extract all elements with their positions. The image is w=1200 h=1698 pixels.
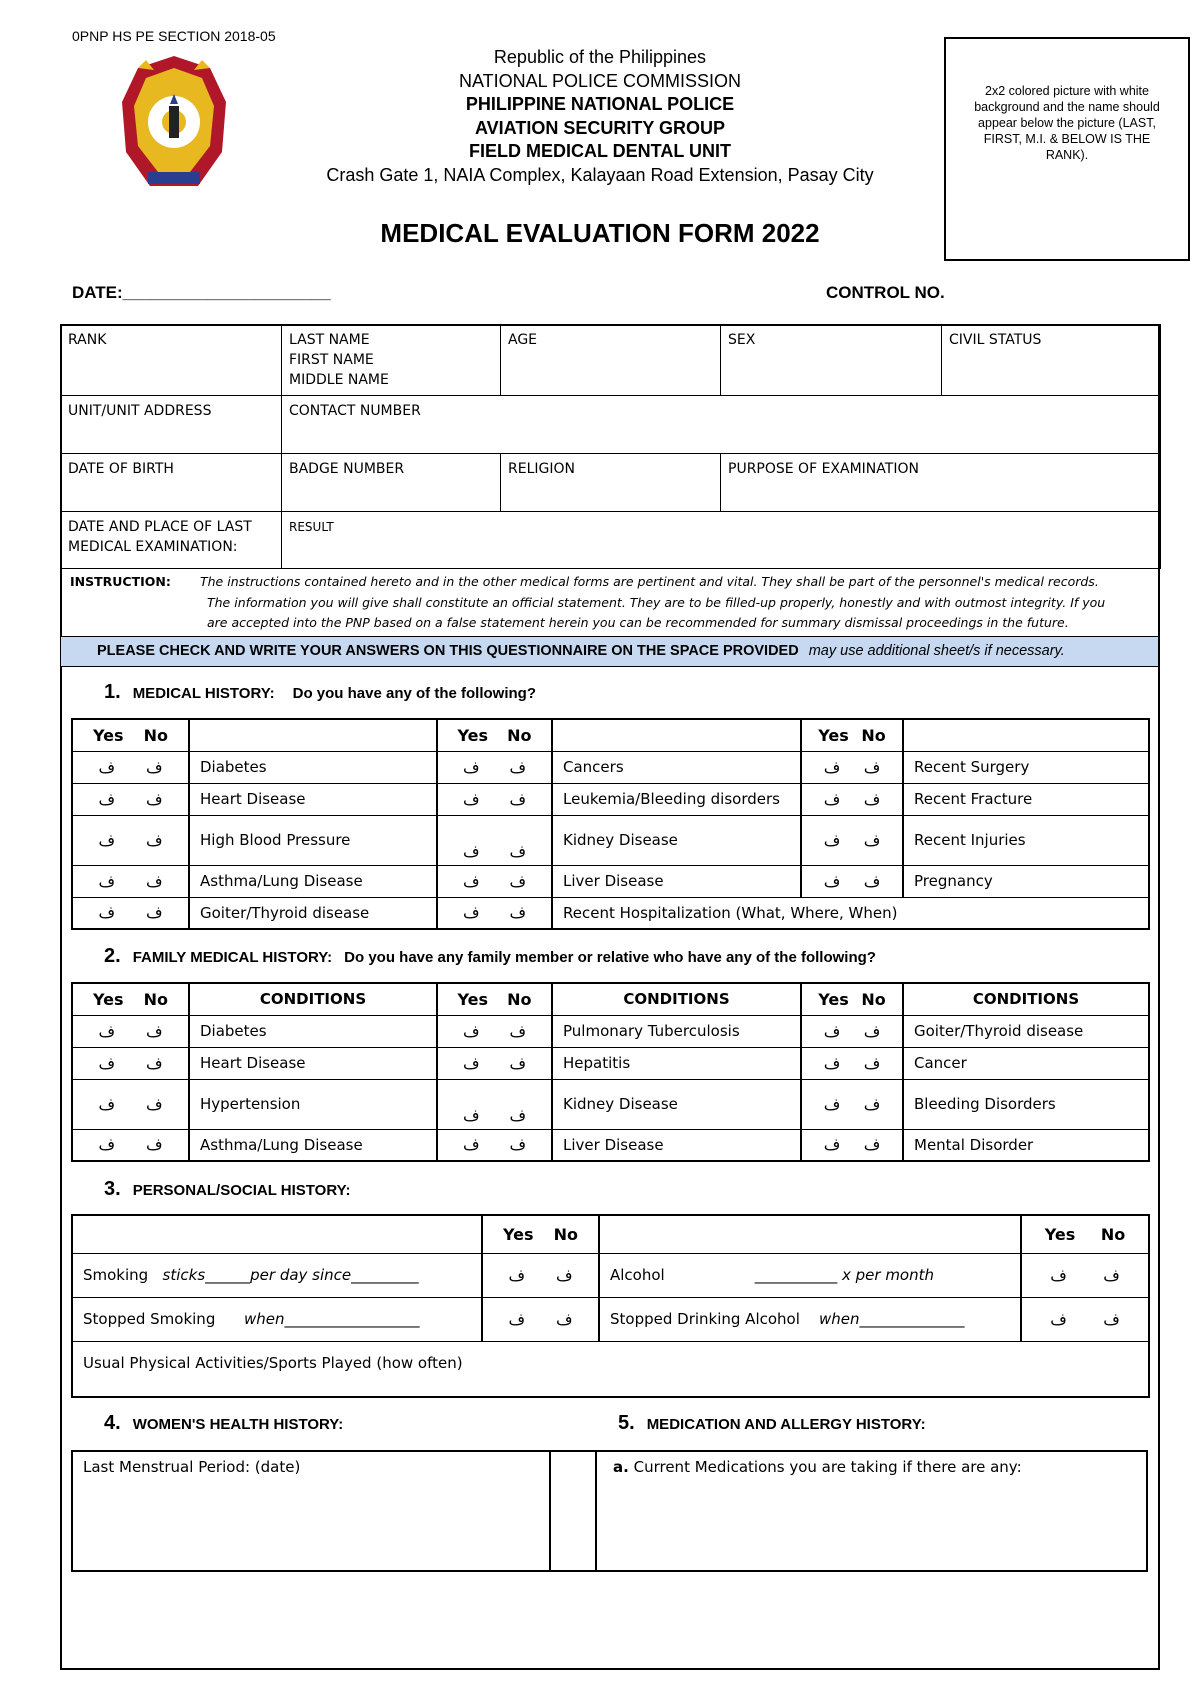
instruction-label: INSTRUCTION: bbox=[70, 574, 171, 589]
yes-checkbox[interactable]: ف bbox=[98, 903, 116, 923]
letterhead-line-1: Republic of the Philippines bbox=[493, 47, 707, 67]
mh-checks[interactable] bbox=[437, 783, 552, 815]
fh-condition: Goiter/Thyroid disease bbox=[903, 1015, 1149, 1047]
mh-checks[interactable] bbox=[437, 751, 552, 783]
instruction-line-2: The information you will give shall constitute an official statement. They are to be filled-up properly, honestly and with outmost integrity. If you bbox=[207, 594, 1106, 610]
no-checkbox[interactable]: ف bbox=[145, 1094, 163, 1114]
sh-yn-header-1 bbox=[482, 1215, 599, 1253]
yes-header: Yes bbox=[93, 725, 124, 745]
stopped-alcohol-detail: when______________ bbox=[818, 1310, 965, 1328]
badge-label: BADGE NUMBER bbox=[289, 461, 405, 477]
stopped-alcohol-label: Stopped Drinking Alcohol bbox=[610, 1310, 800, 1328]
mh-cond-header-1 bbox=[189, 719, 437, 751]
mh-checks[interactable] bbox=[801, 751, 903, 783]
civil-status-field[interactable] bbox=[942, 325, 1161, 396]
pnp-seal-logo bbox=[118, 54, 230, 196]
no-header: No bbox=[1100, 1224, 1126, 1244]
control-number-field[interactable]: CONTROL NO. bbox=[826, 283, 945, 302]
section-5-heading bbox=[618, 1412, 926, 1435]
medication-a-label: a. bbox=[613, 1458, 629, 1476]
section-2-title: FAMILY MEDICAL HISTORY: bbox=[132, 949, 333, 966]
section-3-number: 3. bbox=[104, 1178, 121, 1200]
yes-checkbox[interactable]: ف bbox=[823, 830, 841, 850]
letterhead bbox=[290, 46, 910, 187]
yes-checkbox[interactable]: ف bbox=[98, 1053, 116, 1073]
no-checkbox[interactable]: ف bbox=[145, 1135, 163, 1155]
yes-checkbox[interactable]: ف bbox=[1050, 1265, 1067, 1285]
medication-a-text: Current Medications you are taking if there are any: bbox=[633, 1458, 1022, 1476]
mh-checks[interactable] bbox=[801, 815, 903, 865]
family-history-table bbox=[71, 982, 1150, 1162]
yes-checkbox[interactable]: ف bbox=[462, 789, 480, 809]
mh-yn-header-3 bbox=[801, 719, 903, 751]
last-name-label: LAST NAME bbox=[289, 332, 370, 348]
fh-yn-header-3 bbox=[801, 983, 903, 1015]
mh-checks[interactable] bbox=[72, 751, 189, 783]
fh-checks[interactable] bbox=[437, 1129, 552, 1161]
smoking-label: Smoking bbox=[83, 1266, 149, 1284]
yes-checkbox[interactable]: ف bbox=[98, 757, 116, 777]
no-checkbox[interactable]: ف bbox=[509, 1105, 527, 1125]
mh-condition: Heart Disease bbox=[189, 783, 437, 815]
date-field[interactable]: DATE:______________________ bbox=[72, 283, 331, 302]
photo-box[interactable] bbox=[944, 37, 1190, 261]
no-checkbox[interactable]: ف bbox=[863, 1094, 881, 1114]
yes-checkbox[interactable]: ف bbox=[462, 1021, 480, 1041]
fh-yn-header-2 bbox=[437, 983, 552, 1015]
dob-field[interactable] bbox=[61, 454, 282, 512]
instruction-line-3: are accepted into the PNP based on a false statement herein you can be recommended for summary dismissal proceedings in the future. bbox=[207, 615, 1069, 630]
name-field[interactable] bbox=[282, 325, 501, 396]
mh-condition: Recent Surgery bbox=[903, 751, 1149, 783]
yes-header: Yes bbox=[1044, 1224, 1076, 1244]
badge-field[interactable] bbox=[282, 454, 501, 512]
fh-checks[interactable] bbox=[801, 1079, 903, 1129]
yes-checkbox[interactable]: ف bbox=[98, 1094, 116, 1114]
mh-checks[interactable] bbox=[801, 865, 903, 897]
no-checkbox[interactable]: ف bbox=[509, 757, 527, 777]
alcohol-label: Alcohol bbox=[610, 1266, 665, 1284]
no-checkbox[interactable]: ف bbox=[509, 903, 527, 923]
smoking-checks[interactable] bbox=[482, 1253, 599, 1297]
yes-checkbox[interactable]: ف bbox=[462, 1053, 480, 1073]
medical-history-table bbox=[71, 718, 1150, 930]
lmp-label: Last Menstrual Period: (date) bbox=[83, 1458, 301, 1476]
rank-field[interactable] bbox=[61, 325, 282, 396]
mh-condition: High Blood Pressure bbox=[189, 815, 437, 865]
section-4-heading bbox=[104, 1412, 343, 1435]
yes-checkbox[interactable]: ف bbox=[823, 1053, 841, 1073]
fh-checks[interactable] bbox=[72, 1079, 189, 1129]
no-checkbox[interactable]: ف bbox=[145, 1053, 163, 1073]
stopped-smoking-label: Stopped Smoking bbox=[83, 1310, 216, 1328]
middle-name-label: MIDDLE NAME bbox=[289, 372, 389, 388]
sex-label: SEX bbox=[728, 332, 756, 348]
yes-checkbox[interactable]: ف bbox=[823, 1094, 841, 1114]
mh-cond-header-2 bbox=[552, 719, 801, 751]
section-1-question: Do you have any of the following? bbox=[292, 685, 536, 702]
no-checkbox[interactable]: ف bbox=[145, 757, 163, 777]
mh-checks[interactable] bbox=[437, 815, 552, 865]
fh-condition: Heart Disease bbox=[189, 1047, 437, 1079]
stopped-smoking-checks[interactable] bbox=[482, 1297, 599, 1341]
band-bold-text: PLEASE CHECK AND WRITE YOUR ANSWERS ON THIS QUESTIONNAIRE ON THE SPACE PROVIDED bbox=[97, 643, 799, 659]
mh-checks[interactable] bbox=[437, 865, 552, 897]
no-checkbox[interactable]: ف bbox=[863, 871, 881, 891]
yes-checkbox[interactable]: ف bbox=[462, 871, 480, 891]
mh-condition: Diabetes bbox=[189, 751, 437, 783]
fh-condition: Hepatitis bbox=[552, 1047, 801, 1079]
sh-header-blank-1 bbox=[72, 1215, 482, 1253]
no-checkbox[interactable]: ف bbox=[863, 1021, 881, 1041]
yes-checkbox[interactable]: ف bbox=[462, 1105, 480, 1125]
fh-condition: Bleeding Disorders bbox=[903, 1079, 1149, 1129]
physical-activities-field[interactable]: Usual Physical Activities/Sports Played (how often) bbox=[72, 1341, 1149, 1397]
yes-checkbox[interactable]: ف bbox=[823, 871, 841, 891]
last-exam-label-1: DATE AND PLACE OF LAST bbox=[68, 519, 252, 535]
social-history-table bbox=[71, 1214, 1150, 1398]
no-checkbox[interactable]: ف bbox=[145, 871, 163, 891]
no-checkbox[interactable]: ف bbox=[863, 789, 881, 809]
no-checkbox[interactable]: ف bbox=[509, 841, 527, 861]
smoking-field[interactable] bbox=[72, 1253, 482, 1297]
yes-checkbox[interactable]: ف bbox=[98, 830, 116, 850]
yes-checkbox[interactable]: ف bbox=[823, 1021, 841, 1041]
yes-checkbox[interactable]: ف bbox=[98, 1135, 116, 1155]
fh-condition: Diabetes bbox=[189, 1015, 437, 1047]
mh-condition: Goiter/Thyroid disease bbox=[189, 897, 437, 929]
stopped-smoking-detail: when__________________ bbox=[243, 1310, 420, 1328]
band-italic-text: may use additional sheet/s if necessary. bbox=[808, 643, 1065, 659]
section-4-number: 4. bbox=[104, 1412, 121, 1434]
yes-checkbox[interactable]: ف bbox=[823, 789, 841, 809]
letterhead-line-3: PHILIPPINE NATIONAL POLICE bbox=[465, 94, 735, 114]
section-5-title: MEDICATION AND ALLERGY HISTORY: bbox=[646, 1416, 926, 1433]
section-4-title: WOMEN'S HEALTH HISTORY: bbox=[132, 1416, 344, 1433]
religion-field[interactable] bbox=[501, 454, 721, 512]
fh-condition: Liver Disease bbox=[552, 1129, 801, 1161]
contact-field[interactable] bbox=[282, 396, 1161, 454]
mh-condition: Recent Injuries bbox=[903, 815, 1149, 865]
fh-checks[interactable] bbox=[437, 1079, 552, 1129]
fh-condition: Pulmonary Tuberculosis bbox=[552, 1015, 801, 1047]
no-header: No bbox=[507, 989, 532, 1009]
alcohol-checks[interactable] bbox=[1021, 1253, 1149, 1297]
last-exam-label-2: MEDICAL EXAMINATION: bbox=[68, 539, 238, 555]
fh-checks[interactable] bbox=[437, 1015, 552, 1047]
mh-yn-header-1 bbox=[72, 719, 189, 751]
mh-condition: Leukemia/Bleeding disorders bbox=[552, 783, 801, 815]
yes-checkbox[interactable]: ف bbox=[823, 757, 841, 777]
mh-checks[interactable] bbox=[437, 897, 552, 929]
section-2-question: Do you have any family member or relative who have any of the following? bbox=[344, 949, 876, 966]
alcohol-field[interactable] bbox=[599, 1253, 1021, 1297]
yes-checkbox[interactable]: ف bbox=[823, 1135, 841, 1155]
fh-condition: Hypertension bbox=[189, 1079, 437, 1129]
yes-checkbox[interactable]: ف bbox=[462, 1135, 480, 1155]
mh-condition: Kidney Disease bbox=[552, 815, 801, 865]
yes-checkbox[interactable]: ف bbox=[98, 789, 116, 809]
sh-yn-header-2 bbox=[1021, 1215, 1149, 1253]
current-medications-field[interactable] bbox=[595, 1450, 1148, 1572]
fh-checks[interactable] bbox=[801, 1015, 903, 1047]
fh-condition: Asthma/Lung Disease bbox=[189, 1129, 437, 1161]
instruction-band bbox=[61, 636, 1158, 667]
no-checkbox[interactable]: ف bbox=[145, 903, 163, 923]
religion-label: RELIGION bbox=[508, 461, 575, 477]
section-1-number: 1. bbox=[104, 681, 121, 703]
contact-label: CONTACT NUMBER bbox=[289, 403, 421, 419]
mh-checks[interactable] bbox=[72, 783, 189, 815]
no-checkbox[interactable]: ف bbox=[1103, 1265, 1120, 1285]
fh-checks[interactable] bbox=[801, 1047, 903, 1079]
age-field[interactable] bbox=[501, 325, 721, 396]
result-field[interactable] bbox=[282, 512, 1161, 569]
fh-condition: Cancer bbox=[903, 1047, 1149, 1079]
stopped-alcohol-checks[interactable] bbox=[1021, 1297, 1149, 1341]
mh-condition: Recent Fracture bbox=[903, 783, 1149, 815]
first-name-label: FIRST NAME bbox=[289, 352, 374, 368]
last-exam-field[interactable] bbox=[61, 512, 282, 569]
no-checkbox[interactable]: ف bbox=[509, 789, 527, 809]
mh-hospitalization[interactable]: Recent Hospitalization (What, Where, When) bbox=[552, 897, 1149, 929]
fh-checks[interactable] bbox=[801, 1129, 903, 1161]
no-checkbox[interactable]: ف bbox=[863, 830, 881, 850]
no-checkbox[interactable]: ف bbox=[1103, 1309, 1120, 1329]
letterhead-line-6: Crash Gate 1, NAIA Complex, Kalayaan Road Extension, Pasay City bbox=[326, 164, 874, 185]
fh-checks[interactable] bbox=[437, 1047, 552, 1079]
yes-header: Yes bbox=[457, 989, 489, 1009]
no-checkbox[interactable]: ف bbox=[145, 789, 163, 809]
no-checkbox[interactable]: ف bbox=[555, 1265, 573, 1285]
stopped-smoking-field[interactable] bbox=[72, 1297, 482, 1341]
no-checkbox[interactable]: ف bbox=[555, 1309, 573, 1329]
form-code: 0PNP HS PE SECTION 2018-05 bbox=[72, 28, 276, 44]
fh-condition: Kidney Disease bbox=[552, 1079, 801, 1129]
age-label: AGE bbox=[508, 332, 538, 348]
mh-condition: Asthma/Lung Disease bbox=[189, 865, 437, 897]
mh-condition: Pregnancy bbox=[903, 865, 1149, 897]
purpose-field[interactable] bbox=[721, 454, 1161, 512]
mh-checks[interactable] bbox=[801, 783, 903, 815]
mh-cond-header-3 bbox=[903, 719, 1149, 751]
section-1-heading bbox=[104, 681, 536, 704]
purpose-label: PURPOSE OF EXAMINATION bbox=[728, 461, 919, 477]
section-2-number: 2. bbox=[104, 945, 121, 967]
letterhead-line-4: AVIATION SECURITY GROUP bbox=[474, 117, 726, 138]
instruction-block bbox=[70, 572, 1155, 634]
yes-header: Yes bbox=[818, 725, 849, 745]
fh-checks[interactable] bbox=[72, 1047, 189, 1079]
fh-checks[interactable] bbox=[72, 1015, 189, 1047]
letterhead-line-2: NATIONAL POLICE COMMISSION bbox=[458, 70, 742, 91]
instruction-line-1: The instructions contained hereto and in the other medical forms are pertinent and vital. They shall be part of the personnel's medical records. bbox=[200, 574, 1099, 589]
fh-conditions-header-1: CONDITIONS bbox=[189, 983, 437, 1015]
yes-header: Yes bbox=[457, 725, 489, 745]
section-1-title: MEDICAL HISTORY: bbox=[132, 685, 275, 702]
smoking-detail: sticks______per day since_________ bbox=[162, 1266, 419, 1284]
no-header: No bbox=[861, 725, 886, 745]
lmp-field[interactable] bbox=[71, 1450, 551, 1572]
sh-header-blank-2 bbox=[599, 1215, 1021, 1253]
unit-field[interactable] bbox=[61, 396, 282, 454]
mh-checks[interactable] bbox=[72, 897, 189, 929]
section-3-heading bbox=[104, 1178, 351, 1201]
yes-checkbox[interactable]: ف bbox=[462, 841, 480, 861]
mh-yn-header-2 bbox=[437, 719, 552, 751]
alcohol-detail: ___________ x per month bbox=[754, 1266, 935, 1284]
civil-status-label: CIVIL STATUS bbox=[949, 332, 1042, 348]
no-checkbox[interactable]: ف bbox=[509, 1021, 527, 1041]
letterhead-line-5: FIELD MEDICAL DENTAL UNIT bbox=[469, 141, 731, 161]
form-title: MEDICAL EVALUATION FORM 2022 bbox=[380, 218, 820, 248]
yes-checkbox[interactable]: ف bbox=[508, 1265, 526, 1285]
mh-condition: Cancers bbox=[552, 751, 801, 783]
no-checkbox[interactable]: ف bbox=[863, 757, 881, 777]
no-checkbox[interactable]: ف bbox=[863, 1135, 881, 1155]
photo-note: 2x2 colored picture with white background and the name should appear below the picture (LAST, FIRST, M.I. & BELOW IS THE RANK). bbox=[974, 84, 1160, 162]
no-checkbox[interactable]: ف bbox=[509, 1053, 527, 1073]
result-label: RESULT bbox=[289, 520, 334, 534]
spacer-cell bbox=[549, 1450, 597, 1572]
fh-conditions-header-3: CONDITIONS bbox=[903, 983, 1149, 1015]
stopped-alcohol-field[interactable] bbox=[599, 1297, 1021, 1341]
yes-header: Yes bbox=[818, 989, 849, 1009]
yes-checkbox[interactable]: ف bbox=[1050, 1309, 1067, 1329]
yes-checkbox[interactable]: ف bbox=[508, 1309, 526, 1329]
unit-label: UNIT/UNIT ADDRESS bbox=[68, 403, 212, 419]
yes-header: Yes bbox=[503, 1224, 534, 1244]
dob-label: DATE OF BIRTH bbox=[68, 461, 174, 477]
yes-checkbox[interactable]: ف bbox=[462, 757, 480, 777]
section-2-heading bbox=[104, 945, 876, 968]
yes-checkbox[interactable]: ف bbox=[462, 903, 480, 923]
mh-checks[interactable] bbox=[72, 815, 189, 865]
no-checkbox[interactable]: ف bbox=[145, 830, 163, 850]
no-header: No bbox=[143, 989, 168, 1009]
no-header: No bbox=[553, 1224, 578, 1244]
rank-label: RANK bbox=[68, 332, 107, 348]
no-checkbox[interactable]: ف bbox=[863, 1053, 881, 1073]
yes-checkbox[interactable]: ف bbox=[98, 1021, 116, 1041]
personal-info-table bbox=[60, 324, 1161, 569]
no-checkbox[interactable]: ف bbox=[509, 871, 527, 891]
fh-checks[interactable] bbox=[72, 1129, 189, 1161]
no-checkbox[interactable]: ف bbox=[145, 1021, 163, 1041]
fh-conditions-header-2: CONDITIONS bbox=[552, 983, 801, 1015]
no-header: No bbox=[861, 989, 886, 1009]
mh-condition: Liver Disease bbox=[552, 865, 801, 897]
mh-checks[interactable] bbox=[72, 865, 189, 897]
yes-header: Yes bbox=[93, 989, 124, 1009]
sex-field[interactable] bbox=[721, 325, 942, 396]
fh-yn-header-1 bbox=[72, 983, 189, 1015]
section-3-title: PERSONAL/SOCIAL HISTORY: bbox=[132, 1182, 351, 1199]
section-5-number: 5. bbox=[618, 1412, 635, 1434]
no-header: No bbox=[143, 725, 168, 745]
no-header: No bbox=[507, 725, 532, 745]
no-checkbox[interactable]: ف bbox=[509, 1135, 527, 1155]
fh-condition: Mental Disorder bbox=[903, 1129, 1149, 1161]
yes-checkbox[interactable]: ف bbox=[98, 871, 116, 891]
